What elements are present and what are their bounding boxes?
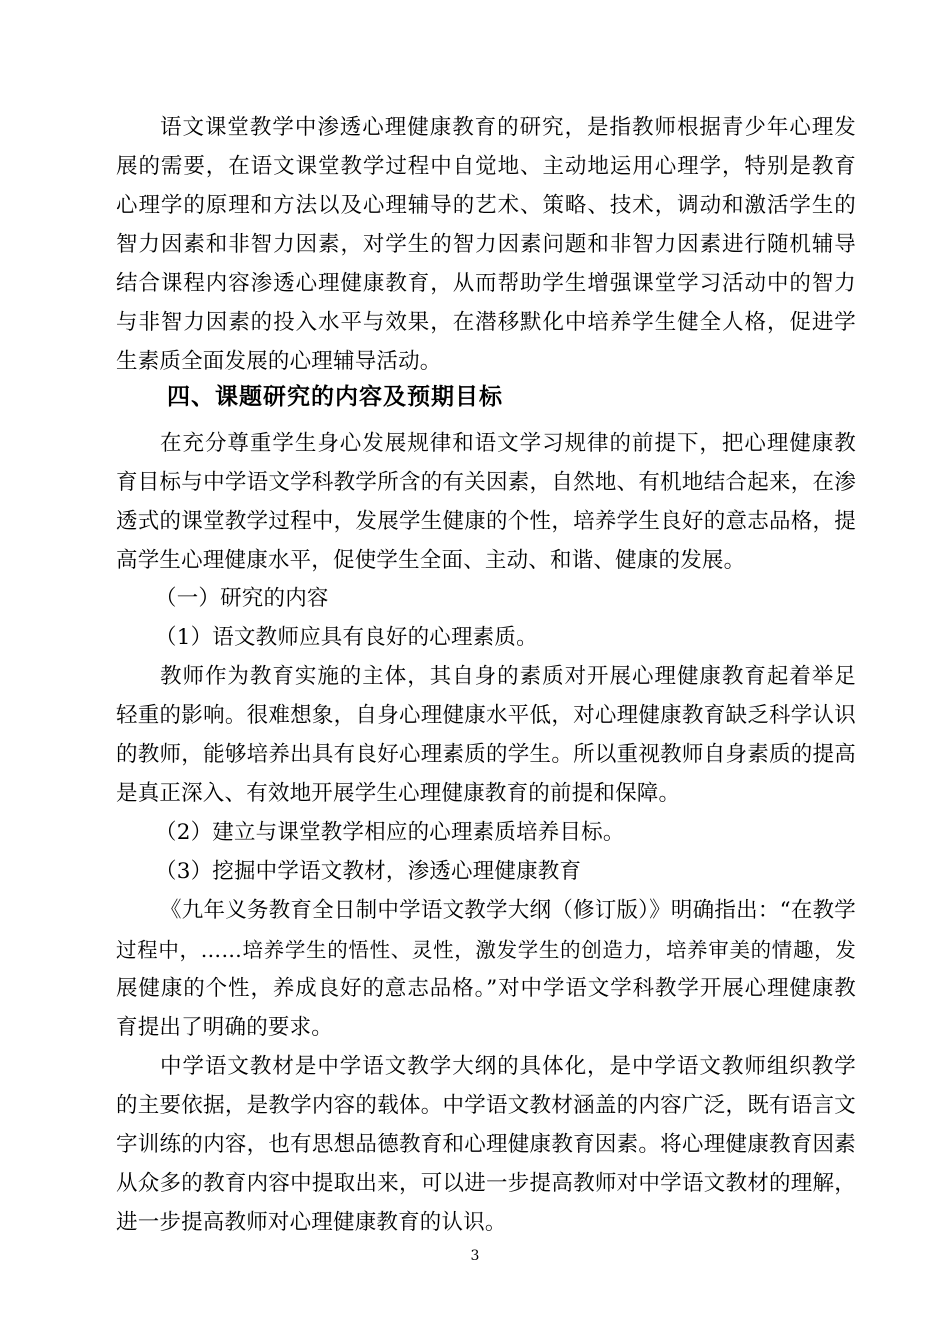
para4-line-2: 过程中，……培养学生的悟性、灵性，激发学生的创造力，培养审美的情趣，发 [116,938,856,962]
para5-line-2: 的主要依据，是教学内容的载体。中学语文教材涵盖的内容广泛，既有语言文 [116,1093,856,1118]
para3-line-3: 的教师，能够培养出具有良好心理素质的学生。所以重视教师自身素质的提高 [116,742,856,767]
item-3: （3）挖掘中学语文教材，渗透心理健康教育 [155,859,582,884]
para1-line-7: 生素质全面发展的心理辅导活动。 [116,349,442,374]
para4-line-1: 《九年义务教育全日制中学语文教学大纲（修订版）》明确指出：“在教学 [160,898,856,923]
item-1: （1）语文教师应具有良好的心理素质。 [155,625,538,650]
section-heading-4: 四、课题研究的内容及预期目标 [167,384,503,410]
para3-line-2: 轻重的影响。很难想象，自身心理健康水平低，对心理健康教育缺乏科学认识 [116,703,856,728]
item-2: （2）建立与课堂教学相应的心理素质培养目标。 [155,820,625,845]
para1-line-2: 展的需要，在语文课堂教学过程中自觉地、主动地运用心理学，特别是教育 [116,154,856,179]
para1-line-6: 与非智力因素的投入水平与效果，在潜移默化中培养学生健全人格，促进学 [116,310,856,335]
para5-line-4: 从众多的教育内容中提取出来，可以进一步提高教师对中学语文教材的理解， [116,1171,856,1196]
subheading-research-content: （一）研究的内容 [155,586,329,611]
para1-line-5: 结合课程内容渗透心理健康教育，从而帮助学生增强课堂学习活动中的智力 [116,271,856,296]
para5-line-3: 字训练的内容，也有思想品德教育和心理健康教育因素。将心理健康教育因素 [116,1132,856,1157]
para5-line-1: 中学语文教材是中学语文教学大纲的具体化，是中学语文教师组织教学 [160,1054,856,1079]
para2-line-4: 高学生心理健康水平，促使学生全面、主动、和谐、健康的发展。 [116,548,746,573]
para5-line-5: 进一步提高教师对心理健康教育的认识。 [116,1210,507,1235]
para2-line-3: 透式的课堂教学过程中，发展学生健康的个性，培养学生良好的意志品格，提 [116,509,856,534]
para3-line-4: 是真正深入、有效地开展学生心理健康教育的前提和保障。 [116,781,681,806]
para4-line-3: 展健康的个性，养成良好的意志品格。”对中学语文学科教学开展心理健康教 [116,976,856,1001]
para2-line-1: 在充分尊重学生身心发展规律和语文学习规律的前提下，把心理健康教 [160,431,856,456]
para3-line-1: 教师作为教育实施的主体，其自身的素质对开展心理健康教育起着举足 [160,664,856,689]
para1-line-3: 心理学的原理和方法以及心理辅导的艺术、策略、技术，调动和激活学生的 [116,193,856,218]
page-number: 3 [470,1248,480,1264]
para2-line-2: 育目标与中学语文学科教学所含的有关因素，自然地、有机地结合起来，在渗 [116,470,856,495]
para1-line-4: 智力因素和非智力因素，对学生的智力因素问题和非智力因素进行随机辅导 [116,232,856,257]
para4-line-4: 育提出了明确的要求。 [116,1015,334,1040]
para1-line-1: 语文课堂教学中渗透心理健康教育的研究，是指教师根据青少年心理发 [160,115,856,140]
